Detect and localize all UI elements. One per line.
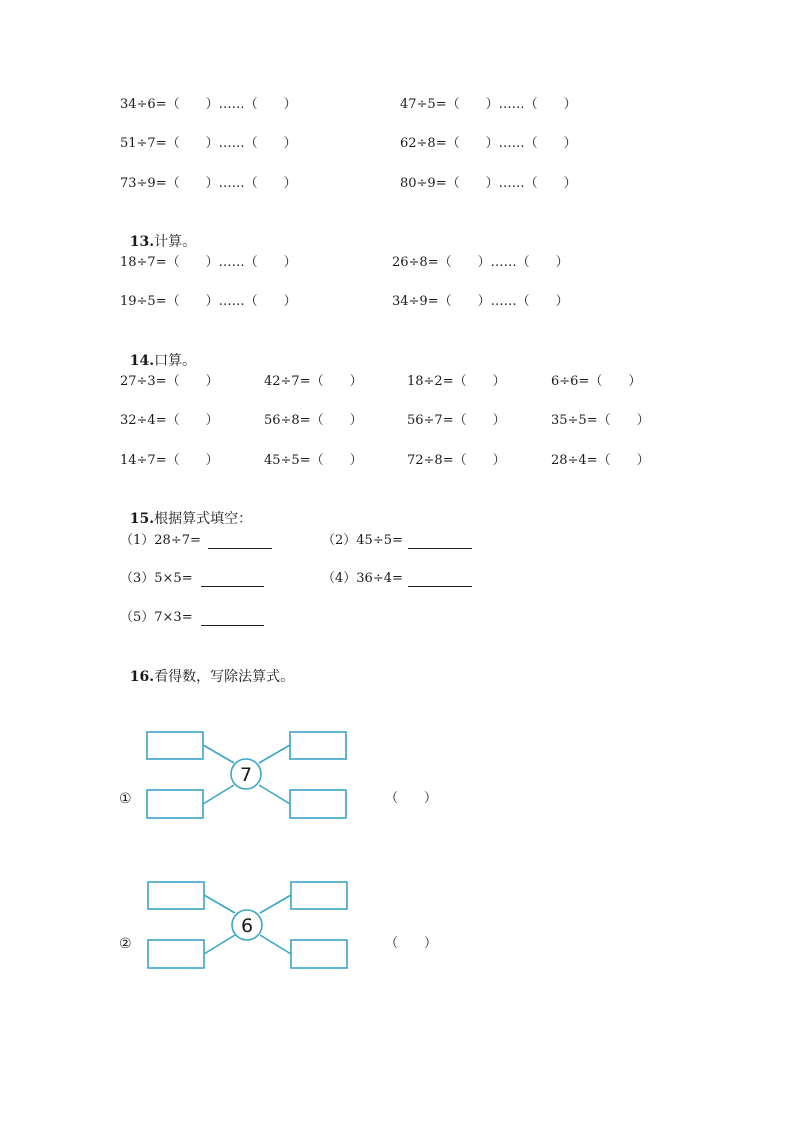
center-number: 6 xyxy=(240,915,254,937)
answer-blank-3[interactable] xyxy=(201,586,264,587)
section-16-number: 16. xyxy=(129,669,155,685)
problem-51div7: 51÷7=（ ）……（ ） xyxy=(120,136,297,151)
connector-top-left xyxy=(203,745,234,763)
diagram-2-answer: （ ） xyxy=(385,936,438,951)
problem-62div8: 62÷8=（ ）……（ ） xyxy=(400,136,577,151)
answer-box-top-right[interactable] xyxy=(290,732,346,759)
connector-top-left xyxy=(204,895,235,913)
answer-blank-5[interactable] xyxy=(201,625,264,626)
oral-6div6: 6÷6=（ ） xyxy=(551,374,642,389)
oral-56div8: 56÷8=（ ） xyxy=(264,413,363,428)
connector-bottom-left xyxy=(203,785,234,804)
fill-item-1: （1）28÷7= xyxy=(120,533,201,548)
diagram-1-answer: （ ） xyxy=(385,791,438,806)
oral-18div2: 18÷2=（ ） xyxy=(407,374,506,389)
answer-blank-1[interactable] xyxy=(208,548,272,549)
connector-bottom-right xyxy=(259,785,290,804)
answer-box-bottom-right[interactable] xyxy=(290,790,346,818)
oral-28div4: 28÷4=（ ） xyxy=(551,453,650,468)
oral-45div5: 45÷5=（ ） xyxy=(264,453,363,468)
answer-box-bottom-left[interactable] xyxy=(147,790,203,818)
answer-box-top-right[interactable] xyxy=(291,882,347,909)
section-16-title: 看得数，写除法算式。 xyxy=(154,669,295,685)
fill-item-5: （5）7×3= xyxy=(120,610,193,625)
answer-blank-2[interactable] xyxy=(408,548,472,549)
oral-72div8: 72÷8=（ ） xyxy=(407,453,506,468)
oral-14div7: 14÷7=（ ） xyxy=(120,453,219,468)
connector-top-right xyxy=(259,745,290,763)
problem-73div9: 73÷9=（ ）……（ ） xyxy=(120,176,297,191)
section-13-title: 计算。 xyxy=(154,234,197,250)
section-14-number: 14. xyxy=(129,353,155,369)
fill-item-3: （3）5×5= xyxy=(120,571,193,586)
connector-bottom-left xyxy=(204,935,235,954)
problem-80div9: 80÷9=（ ）……（ ） xyxy=(400,176,577,191)
connector-bottom-right xyxy=(260,935,291,954)
section-13-number: 13. xyxy=(129,234,155,250)
answer-box-bottom-right[interactable] xyxy=(291,940,347,968)
center-number: 7 xyxy=(239,764,253,786)
diagram-1 xyxy=(140,725,355,825)
oral-56div7: 56÷7=（ ） xyxy=(407,413,506,428)
oral-32div4: 32÷4=（ ） xyxy=(120,413,219,428)
section-14-heading xyxy=(120,334,196,370)
oral-35div5: 35÷5=（ ） xyxy=(551,413,650,428)
answer-blank-4[interactable] xyxy=(408,586,472,587)
problem-34div9: 34÷9=（ ）……（ ） xyxy=(392,294,569,309)
section-15-heading xyxy=(120,492,252,528)
connector-top-right xyxy=(260,895,291,913)
diagram-2-marker: ② xyxy=(119,936,132,952)
problem-18div7: 18÷7=（ ）……（ ） xyxy=(120,255,297,270)
diagram-2 xyxy=(141,875,356,975)
section-15-number: 15. xyxy=(129,511,155,527)
problem-19div5: 19÷5=（ ）……（ ） xyxy=(120,294,297,309)
oral-27div3: 27÷3=（ ） xyxy=(120,374,219,389)
section-15-title: 根据算式填空： xyxy=(154,511,253,527)
answer-box-top-left[interactable] xyxy=(147,732,203,759)
section-13-heading xyxy=(120,215,196,251)
problem-26div8: 26÷8=（ ）……（ ） xyxy=(392,255,569,270)
problem-34div6: 34÷6=（ ）……（ ） xyxy=(120,97,297,112)
oral-42div7: 42÷7=（ ） xyxy=(264,374,363,389)
fill-item-4: （4）36÷4= xyxy=(322,571,403,586)
answer-box-bottom-left[interactable] xyxy=(148,940,204,968)
diagram-1-marker: ① xyxy=(119,791,132,807)
fill-item-2: （2）45÷5= xyxy=(322,533,403,548)
section-14-title: 口算。 xyxy=(154,353,197,369)
section-16-heading xyxy=(120,650,294,686)
answer-box-top-left[interactable] xyxy=(148,882,204,909)
problem-47div5: 47÷5=（ ）……（ ） xyxy=(400,97,577,112)
